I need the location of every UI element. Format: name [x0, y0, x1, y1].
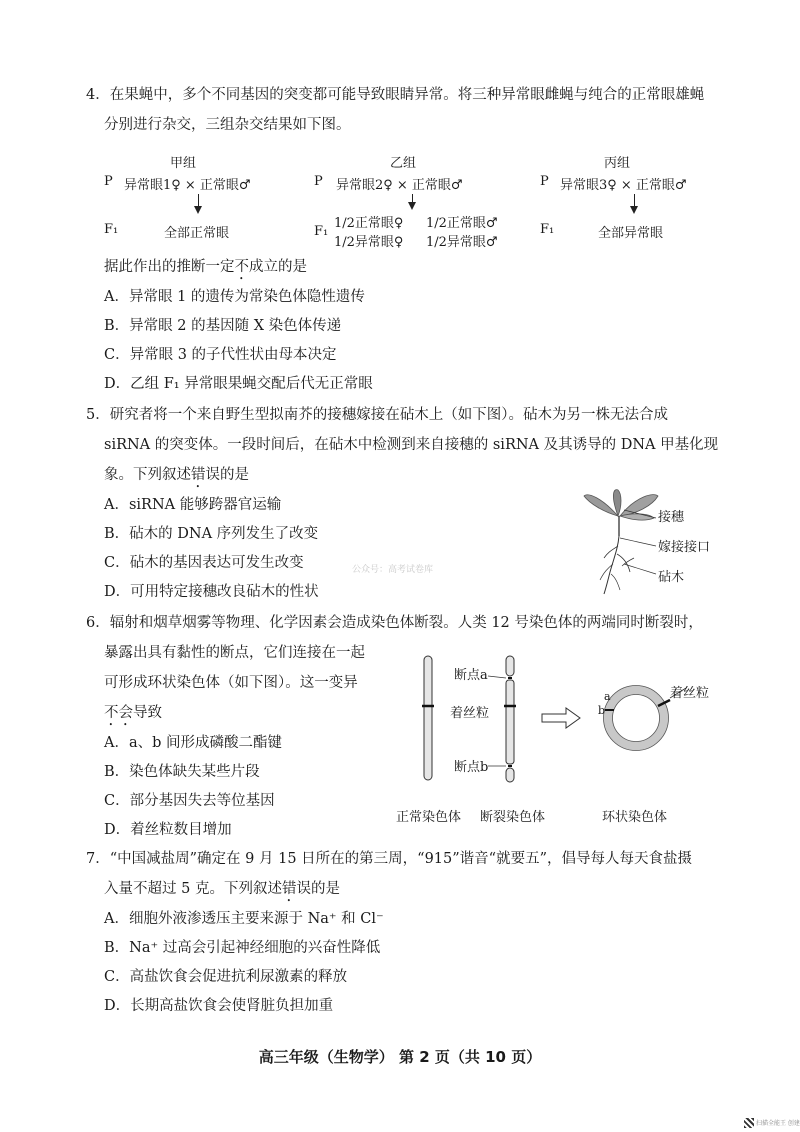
q4-option-d[interactable]: D．乙组 F₁ 异常眼果蝇交配后代无正常眼 — [104, 376, 373, 392]
label-ring-centromere: 着丝粒 — [670, 686, 710, 701]
q6-option-d[interactable]: D．着丝粒数目增加 — [104, 822, 232, 838]
group-yi-f1-label: F₁ — [314, 224, 329, 239]
q4-option-a[interactable]: A．异常眼 1 的遗传为常染色体隐性遗传 — [104, 289, 365, 305]
chromosome-figure — [396, 650, 726, 790]
group-jia-arrow — [198, 194, 199, 212]
q5-stem-line2: siRNA 的突变体。一段时间后，在砧木中检测到来自接穗的 siRNA 及其诱导的 DNA 甲基化现 — [104, 437, 719, 453]
group-yi-p-label: P — [314, 174, 323, 189]
group-jia-p-label: P — [104, 174, 113, 189]
group-bing-p-label: P — [540, 174, 549, 189]
q6-stem-line3: 可形成环状染色体（如下图）。这一变异 — [104, 675, 358, 691]
grafted-plant-figure — [580, 488, 660, 598]
q4-option-c[interactable]: C．异常眼 3 的子代性状由母本决定 — [104, 347, 337, 363]
group-jia-p-cross: 异常眼1♀ × 正常眼♂ — [124, 178, 251, 193]
q5-stem-line3: 象。下列叙述错误的是 — [104, 467, 249, 483]
q5-option-c[interactable]: C．砧木的基因表达可发生改变 — [104, 555, 304, 571]
group-yi-f1-male-normal: 1/2正常眼♂ — [426, 216, 498, 231]
q6-stem-line4: 不会导致 — [104, 705, 162, 721]
q5-option-d[interactable]: D．可用特定接穗改良砧木的性状 — [104, 584, 319, 600]
caption-ring-chromosome: 环状染色体 — [602, 810, 668, 825]
group-jia-f1-result: 全部正常眼 — [164, 226, 230, 241]
group-jia-f1-label: F₁ — [104, 222, 119, 237]
label-break-a: 断点a — [454, 668, 488, 683]
group-bing-title: 丙组 — [604, 156, 631, 171]
q6-option-c[interactable]: C．部分基因失去等位基因 — [104, 793, 275, 809]
group-yi-title: 乙组 — [390, 156, 417, 171]
label-rootstock: 砧木 — [658, 570, 685, 585]
q6-stem-line1: 6．辐射和烟草烟雾等物理、化学因素会造成染色体断裂。人类 12 号染色体的两端同时断裂时， — [86, 615, 703, 631]
q4-stem-line1: 4．在果蝇中，多个不同基因的突变都可能导致眼睛异常。将三种异常眼雌蝇与纯合的正常眼雄蝇 — [86, 87, 705, 103]
group-yi-f1-female-normal: 1/2正常眼♀ — [334, 216, 404, 231]
q7-stem-line2: 入量不超过 5 克。下列叙述错误的是 — [104, 881, 340, 897]
group-bing-f1-result: 全部异常眼 — [598, 226, 664, 241]
label-break-b: 断点b — [454, 760, 489, 775]
group-yi-arrow — [412, 194, 413, 208]
group-yi-f1-male-abnormal: 1/2异常眼♂ — [426, 235, 498, 250]
q4-stem-line2: 分别进行杂交，三组杂交结果如下图。 — [104, 117, 351, 133]
q7-option-a[interactable]: A．细胞外液渗透压主要来源于 Na⁺ 和 Cl⁻ — [104, 911, 384, 927]
label-centromere: 着丝粒 — [450, 706, 490, 721]
q7-option-d[interactable]: D．长期高盐饮食会使肾脏负担加重 — [104, 998, 334, 1014]
q6-option-b[interactable]: B．染色体缺失某些片段 — [104, 764, 260, 780]
q6-option-a[interactable]: A．a、b 间形成磷酸二酯键 — [104, 735, 283, 751]
q6-stem-line2: 暴露出具有黏性的断点，它们连接在一起 — [104, 645, 365, 661]
page-footer: 高三年级（生物学） 第 2 页（共 10 页） — [258, 1048, 542, 1066]
group-yi-f1-female-abnormal: 1/2异常眼♀ — [334, 235, 404, 250]
group-bing-p-cross: 异常眼3♀ × 正常眼♂ — [560, 178, 687, 193]
q5-option-b[interactable]: B．砧木的 DNA 序列发生了改变 — [104, 526, 319, 542]
q5-option-a[interactable]: A．siRNA 能够跨器官运输 — [104, 497, 282, 513]
watermark: 公众号：高考试卷库 — [352, 565, 434, 575]
q4-option-b[interactable]: B．异常眼 2 的基因随 X 染色体传递 — [104, 318, 342, 334]
group-bing-arrow — [634, 194, 635, 212]
label-scion: 接穗 — [658, 510, 685, 525]
scanner-mark: 扫描全能王 创建 — [756, 1120, 800, 1127]
label-ring-a: a — [604, 690, 611, 703]
q7-stem-line1: 7．“中国减盐周”确定在 9 月 15 日所在的第三周，“915”谐音“就要五”，倡导每人每天食盐摄 — [86, 851, 692, 867]
group-yi-p-cross: 异常眼2♀ × 正常眼♂ — [336, 178, 463, 193]
caption-broken-chromosome: 断裂染色体 — [480, 810, 546, 825]
q5-stem-line1: 5．研究者将一个来自野生型拟南芥的接穗嫁接在砧木上（如下图）。砧木为另一株无法合成 — [86, 407, 668, 423]
qr-code-icon — [744, 1118, 754, 1128]
group-bing-f1-label: F₁ — [540, 222, 555, 237]
q4-prompt: 据此作出的推断一定不成立的是 — [104, 259, 307, 275]
label-ring-b: b — [598, 704, 606, 717]
group-jia-title: 甲组 — [170, 156, 197, 171]
label-graft-junction: 嫁接接口 — [658, 540, 711, 555]
caption-normal-chromosome: 正常染色体 — [396, 810, 462, 825]
q7-option-b[interactable]: B．Na⁺ 过高会引起神经细胞的兴奋性降低 — [104, 940, 381, 956]
q7-option-c[interactable]: C．高盐饮食会促进抗利尿激素的释放 — [104, 969, 348, 985]
